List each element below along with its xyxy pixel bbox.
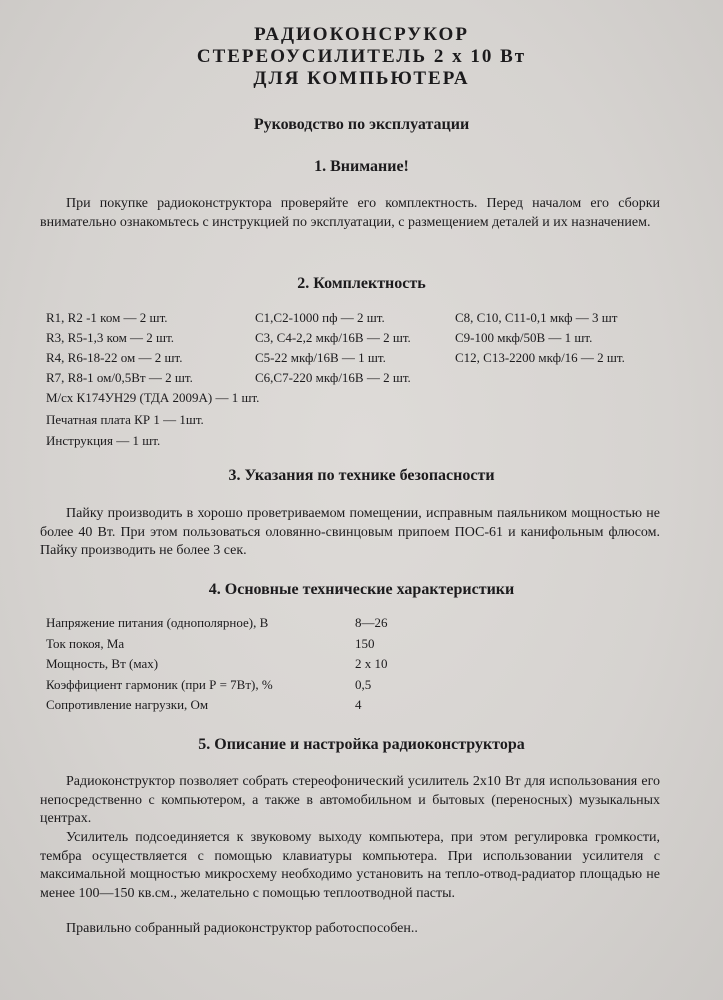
- spec-name: Сопротивление нагрузки, Ом: [46, 697, 209, 712]
- kit-item: R3, R5-1,3 ком — 2 шт.: [46, 330, 175, 345]
- header-line-2: СТЕРЕОУСИЛИТЕЛЬ 2 х 10 Вт: [196, 46, 527, 67]
- kit-item: R7, R8-1 ом/0,5Вт — 2 шт.: [46, 370, 193, 385]
- section-5-paragraph-3: Правильно собранный радиоконструктор работоспособен..: [66, 921, 418, 936]
- spec-name: Мощность, Вт (мах): [46, 656, 159, 671]
- spec-name: Напряжение питания (однополярное), В: [46, 615, 269, 630]
- spec-value: 4: [355, 697, 362, 712]
- kit-item: R4, R6-18-22 ом — 2 шт.: [46, 350, 183, 365]
- section-5-paragraph-1: Радиоконструктор позволяет собрать стереофонический усилитель 2х10 Вт для использования его непосредственно с компьютером, а также в автомобильном и бытовых (переносных) музыкальных центрах.: [40, 774, 660, 826]
- kit-item: Инструкция — 1 шт.: [46, 433, 161, 448]
- section-1-text: При покупке радиоконструктора проверяйте его комплектность. Перед началом его сборки внимательно ознакомьтесь с инструкцией по эксплуатации, с размещением деталей и их назначением.: [40, 196, 660, 230]
- kit-extra-list: [46, 387, 259, 452]
- section-5-paragraph-2: Усилитель подсоединяется к звуковому выходу компьютера, при этом регулировка громкости, тембра осуществляется с помощью клавиатуры компьютера. При использовании усилителя с максимальной мощностью микросхему необходимо установить на тепло-отвод-радиатор площадью не менее 100—150 кв.см., желательно с помощью теплоотводной пасты.: [40, 830, 660, 901]
- spec-value: 8—26: [355, 615, 388, 630]
- section-4-title: 4. Основные технические характеристики: [208, 581, 515, 598]
- kit-item: С12, С13-2200 мкф/16 — 2 шт.: [455, 350, 625, 365]
- kit-item: R1, R2 -1 ком — 2 шт.: [46, 310, 168, 325]
- section-1-title: 1. Внимание!: [314, 158, 409, 175]
- kit-item: С6,С7-220 мкф/16В — 2 шт.: [255, 370, 411, 385]
- section-3-title: 3. Указания по технике безопасности: [228, 467, 495, 484]
- document-subtitle: Руководство по эксплуатации: [253, 116, 470, 133]
- header-line-3: ДЛЯ КОМПЬЮТЕРА: [253, 68, 470, 89]
- spec-value: 2 х 10: [355, 656, 388, 671]
- kit-item: С8, С10, С11-0,1 мкф — 3 шт: [455, 310, 618, 325]
- spec-name: Коэффициент гармоник (при Р = 7Вт), %: [46, 676, 273, 692]
- section-2-title: 2. Комплектность: [297, 275, 426, 292]
- section-5-title: 5. Описание и настройка радиоконструктора: [198, 736, 525, 753]
- kit-item: С3, С4-2,2 мкф/16В — 2 шт.: [255, 330, 411, 345]
- kit-item: С1,С2-1000 пф — 2 шт.: [255, 310, 385, 325]
- kit-column-2: [255, 308, 411, 388]
- kit-item: С9-100 мкф/50В — 1 шт.: [455, 330, 593, 345]
- spec-value: 0,5: [355, 676, 372, 692]
- spec-value: 150: [355, 635, 375, 651]
- kit-item: М/сх К174УН29 (ТДА 2009А) — 1 шт.: [46, 390, 260, 405]
- kit-item: Печатная плата КР 1 — 1шт.: [46, 411, 204, 427]
- kit-column-1: [46, 308, 193, 388]
- kit-item: С5-22 мкф/16В — 1 шт.: [255, 350, 386, 365]
- kit-column-3: [455, 308, 625, 368]
- header-line-1: РАДИОКОНСРУКОР: [254, 24, 469, 45]
- document-header: [0, 24, 723, 90]
- section-3-text: Пайку производить в хорошо проветриваемом помещении, исправным паяльником мощностью не более 40 Вт. При этом пользоваться оловянно-свинцовым припоем ПОС-61 и канифольным флюсом. Пайку производить не более 3 сек.: [40, 506, 660, 558]
- spec-name: Ток покоя, Ма: [46, 635, 125, 651]
